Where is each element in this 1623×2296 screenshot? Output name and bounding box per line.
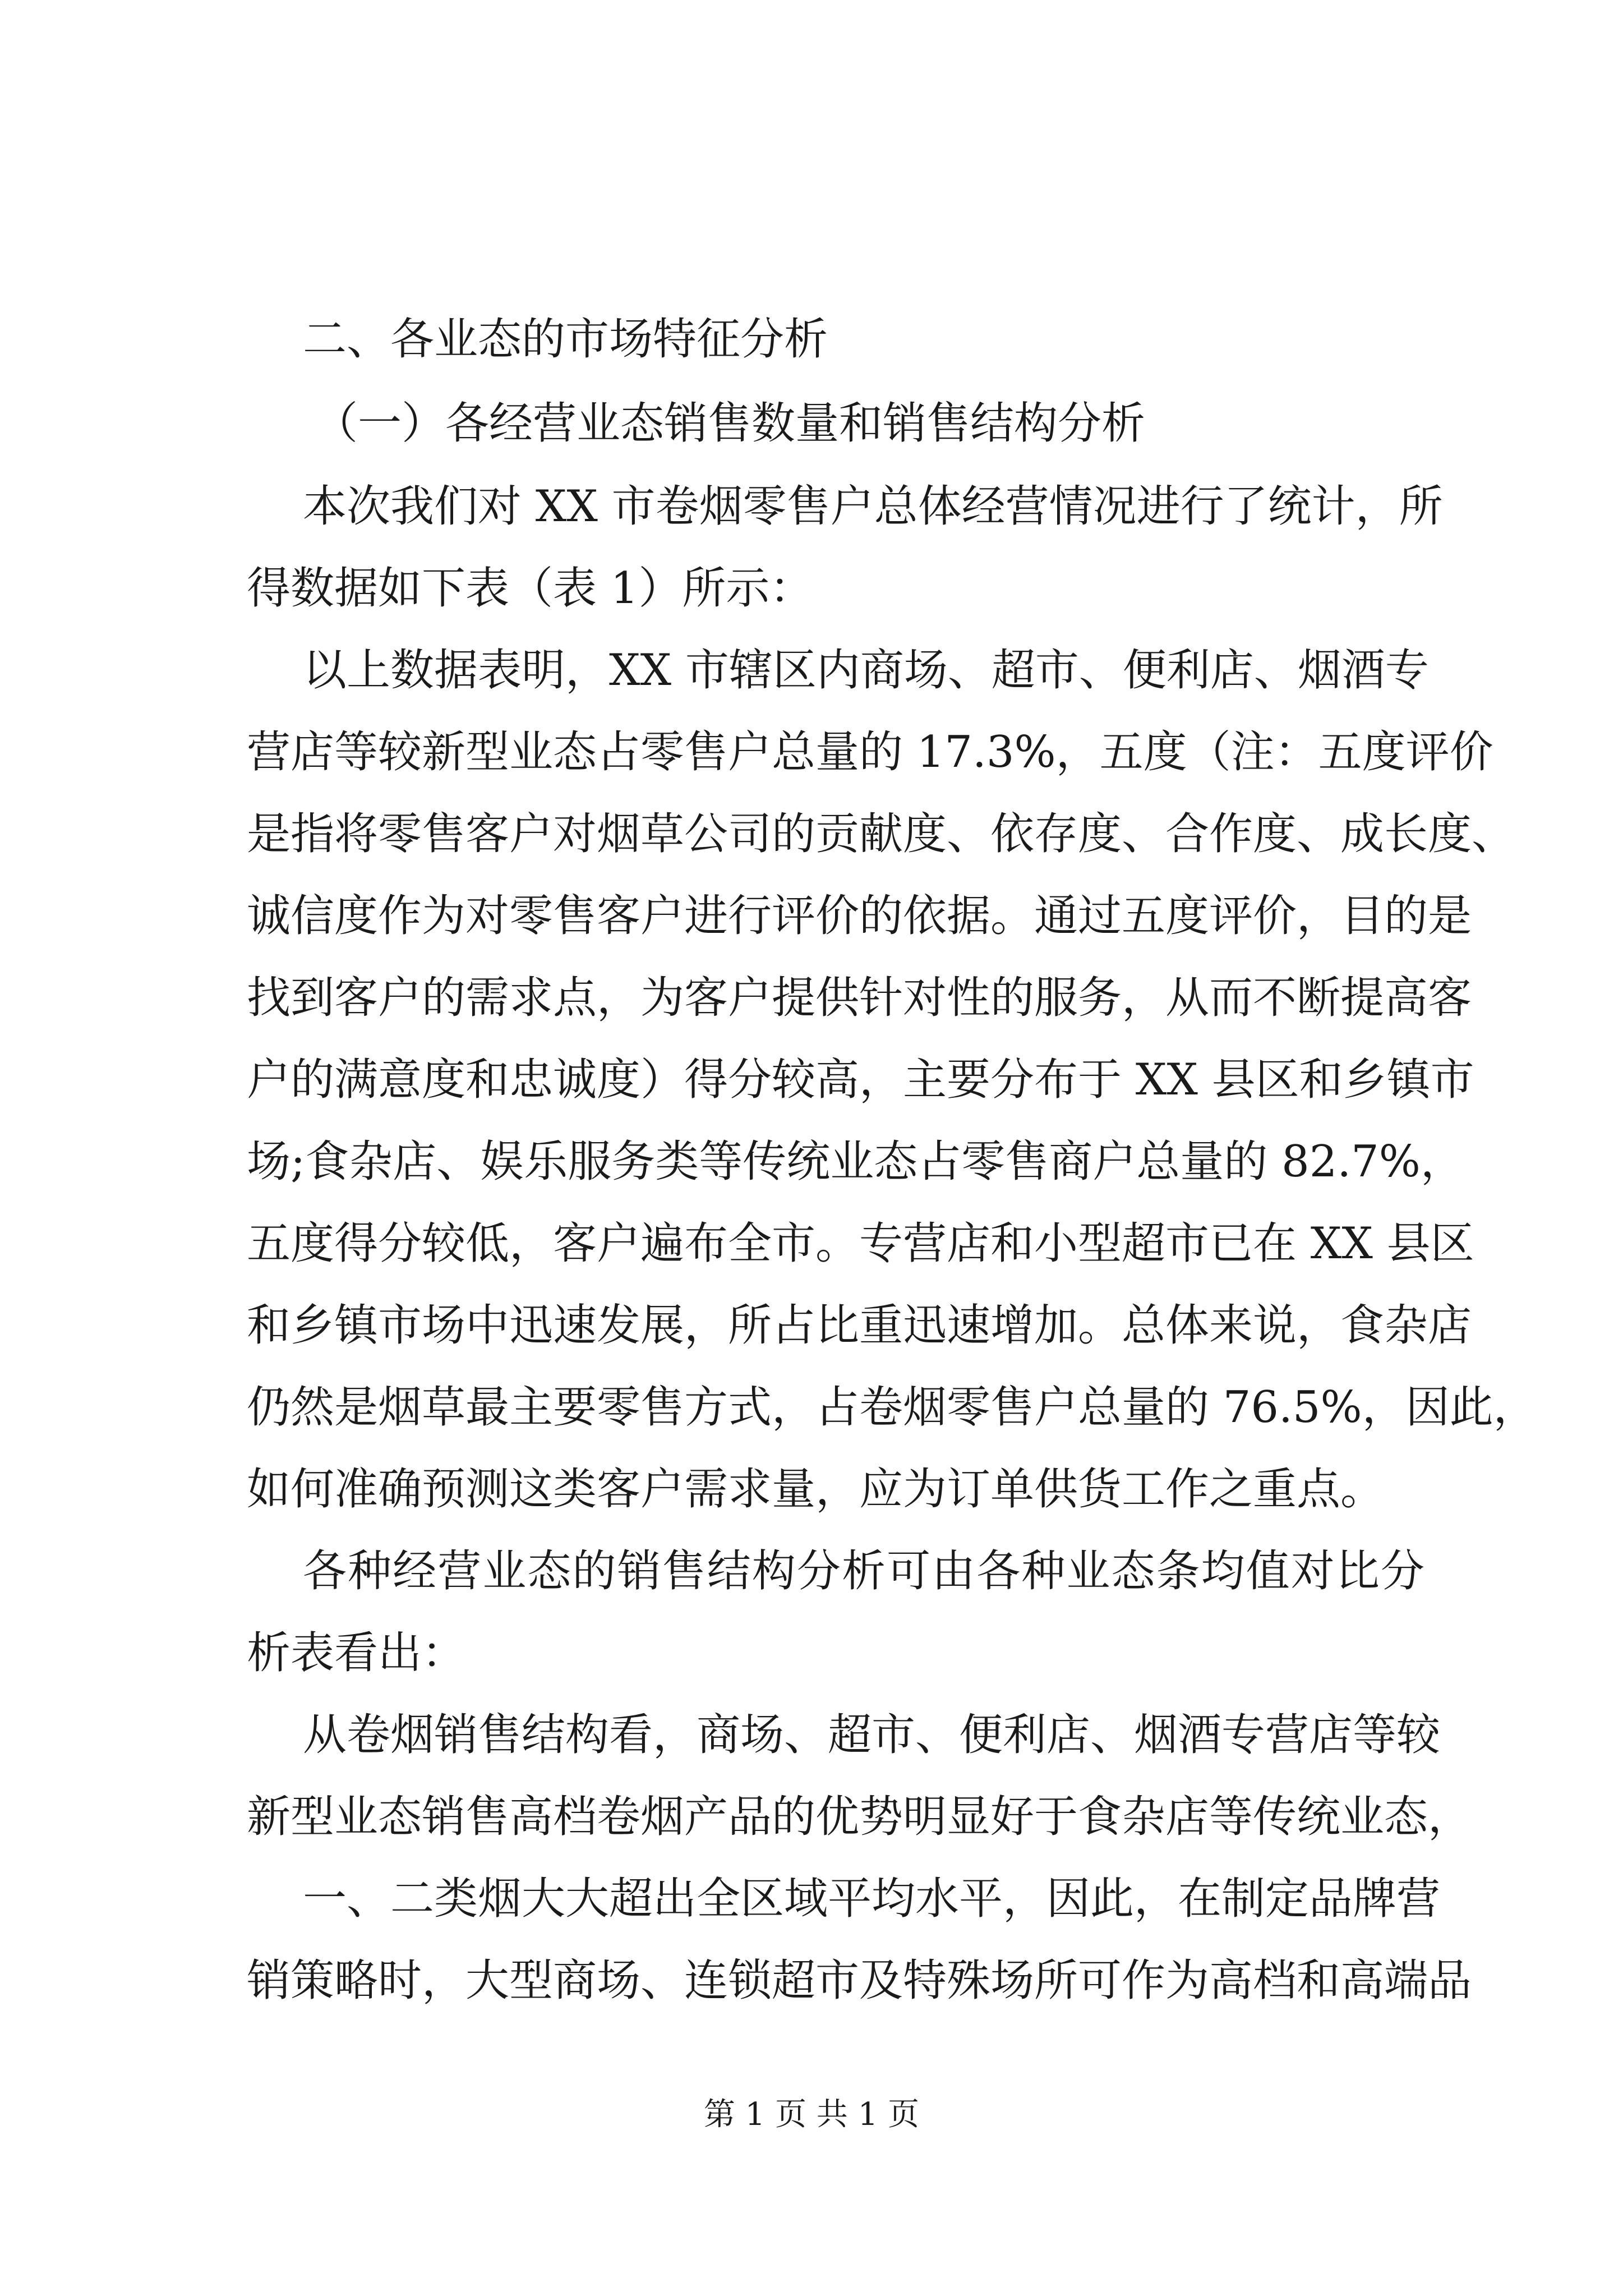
paragraph-line: 找到客户的需求点，为客户提供针对性的服务，从而不断提高客 [247,973,1472,1023]
paragraph-line: 各种经营业态的销售结构分析可由各种业态条均值对比分 [303,1546,1424,1596]
paragraph-line: 户的满意度和忠诚度）得分较高，主要分布于 XX 县区和乡镇市 [247,1055,1474,1105]
paragraph-line: 场;食杂店、娱乐服务类等传统业态占零售商户总量的 82.7%， [247,1137,1464,1187]
paragraph-line: 一、二类烟大大超出全区域平均水平，因此，在制定品牌营 [303,1874,1441,1924]
paragraph-line: 从卷烟销售结构看，商场、超市、便利店、烟酒专营店等较 [303,1710,1441,1760]
subsection-heading: （一）各经营业态销售数量和销售结构分析 [314,398,1146,449]
paragraph-line: 营店等较新型业态占零售户总量的 17.3%，五度（注：五度评价 [247,727,1493,777]
paragraph-line: 本次我们对 XX 市卷烟零售户总体经营情况进行了统计，所 [303,481,1443,532]
paragraph-line: 诚信度作为对零售客户进行评价的依据。通过五度评价，目的是 [247,891,1472,941]
paragraph-line: 新型业态销售高档卷烟产品的优势明显好于食杂店等传统业态， [247,1792,1472,1842]
paragraph-line: 仍然是烟草最主要零售方式，占卷烟零售户总量的 76.5%，因此， [247,1382,1537,1433]
paragraph-line: 五度得分较低，客户遍布全市。专营店和小型超市已在 XX 县区 [247,1218,1474,1269]
page-footer: 第 1 页 共 1 页 [703,2096,920,2133]
paragraph-line: 销策略时，大型商场、连锁超市及特殊场所可作为高档和高端品 [247,1955,1472,2006]
paragraph-line: 如何准确预测这类客户需求量，应为订单供货工作之重点。 [247,1464,1385,1515]
paragraph-line: 析表看出： [247,1628,466,1678]
paragraph-line: 得数据如下表（表 1）所示： [247,563,814,614]
paragraph-line: 是指将零售客户对烟草公司的贡献度、依存度、合作度、成长度、 [247,809,1516,859]
paragraph-line: 和乡镇市场中迅速发展，所占比重迅速增加。总体来说，食杂店 [247,1300,1472,1351]
paragraph-line: 以上数据表明，XX 市辖区内商场、超市、便利店、烟酒专 [303,645,1429,696]
section-heading: 二、各业态的市场特征分析 [303,314,828,365]
